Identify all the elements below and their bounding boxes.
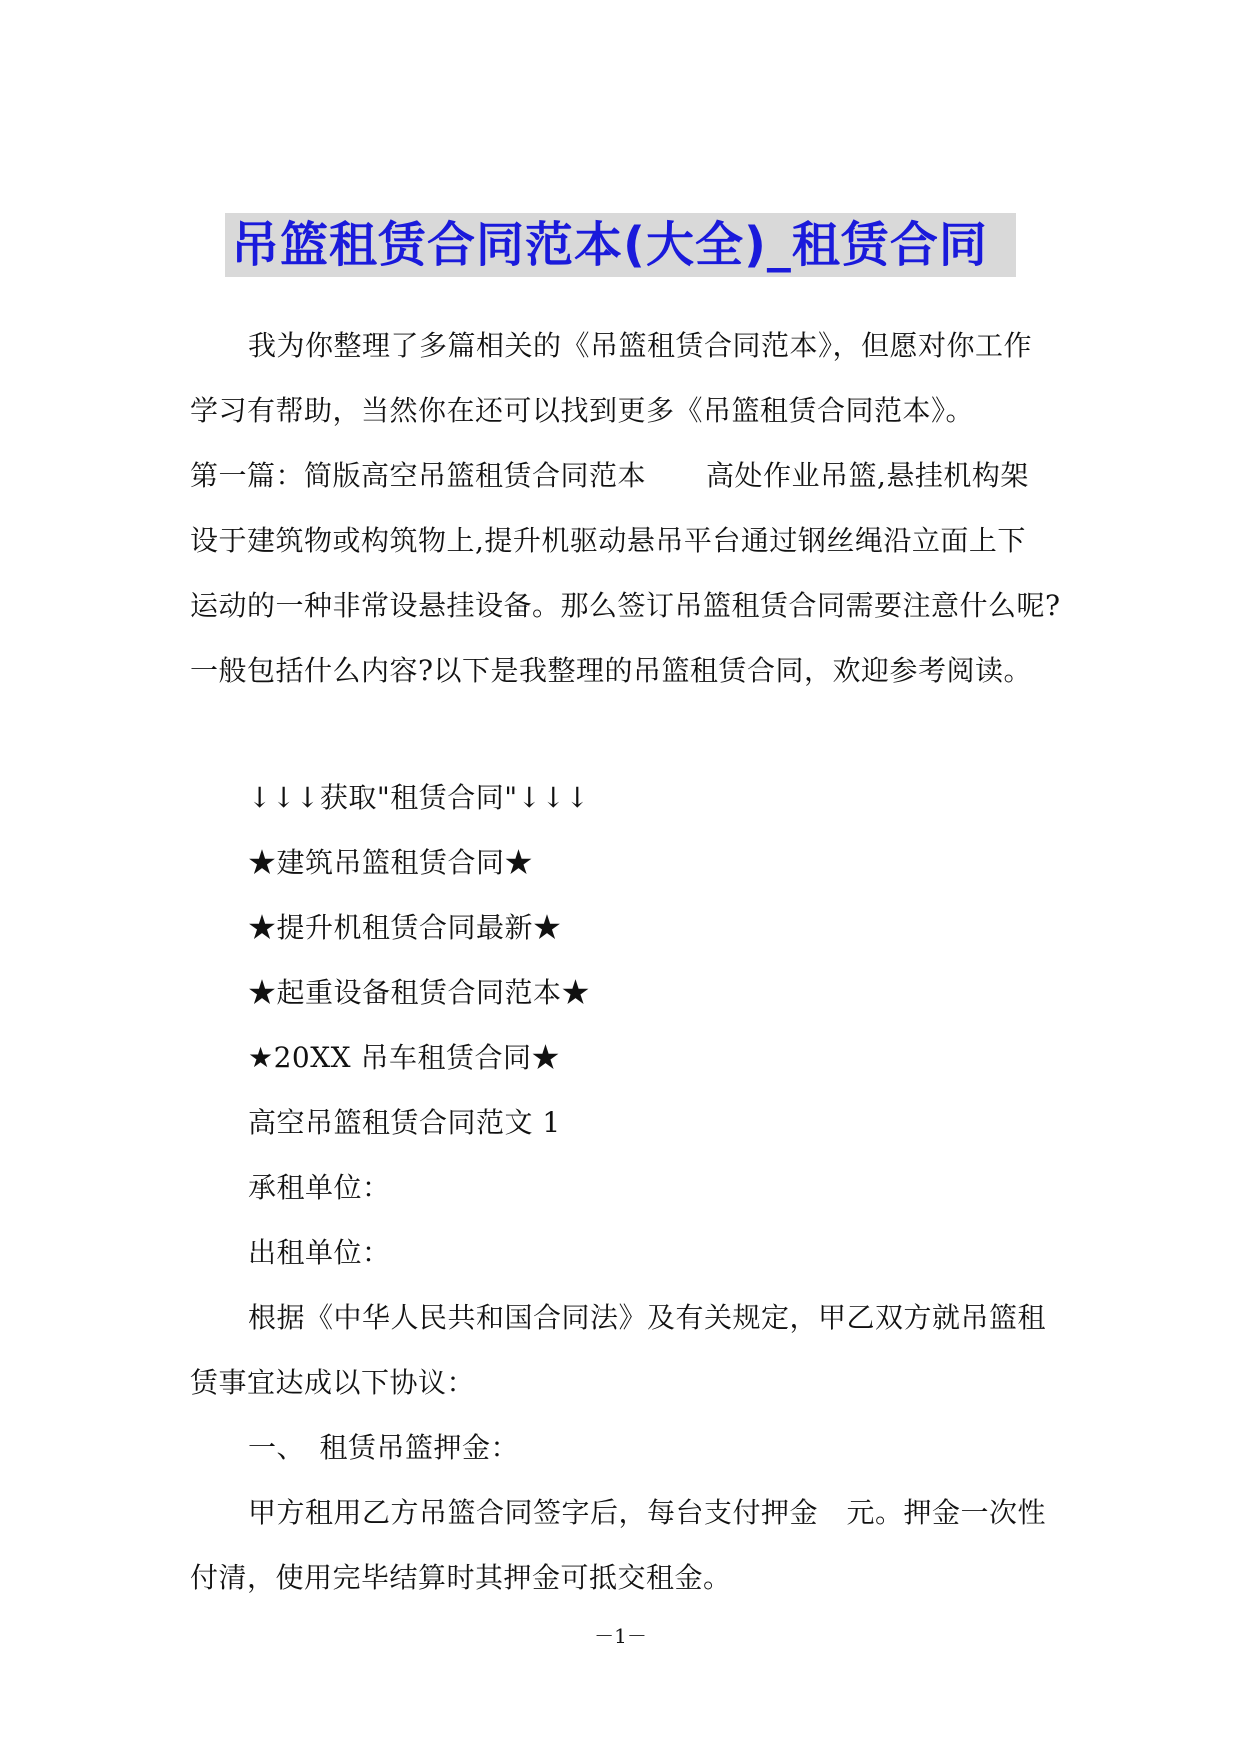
section-1-line-1: 甲方租用乙方吊篮合同签字后，每台支付押金 元。押金一次性 (248, 1496, 1047, 1529)
link-item[interactable]: ★起重设备租赁合同范本★ (248, 976, 591, 1009)
section-1-line-2: 付清，使用完毕结算时其押金可抵交租金。 (190, 1561, 732, 1594)
intro-line-1: 我为你整理了多篇相关的《吊篮租赁合同范本》，但愿对你工作 (248, 329, 1033, 362)
document-title: 吊篮租赁合同范本(大全)_租赁合同 (225, 213, 1016, 277)
intro-line-2: 学习有帮助，当然你在还可以找到更多《吊篮租赁合同范本》。 (190, 394, 975, 427)
part1-heading: 第一篇：简版高空吊篮租赁合同范本 (190, 459, 647, 492)
link-item[interactable]: ★建筑吊篮租赁合同★ (248, 846, 534, 879)
basis-line-1: 根据《中华人民共和国合同法》及有关规定，甲乙双方就吊篮租 (248, 1301, 1047, 1334)
page-number: －1－ (594, 1624, 647, 1648)
title-block (0, 213, 1241, 277)
part1-first-line (190, 443, 1060, 508)
part1-line-4: 一般包括什么内容?以下是我整理的吊篮租赁合同，欢迎参考阅读。 (190, 654, 1033, 687)
part1-line-1-tail: 高处作业吊篮,悬挂机构架 (706, 459, 1029, 492)
link-item[interactable]: ★20XX 吊车租赁合同★ (248, 1041, 560, 1074)
lessor-label: 出租单位： (248, 1236, 391, 1269)
lessee-label: 承租单位： (248, 1171, 391, 1204)
link-item[interactable]: ★提升机租赁合同最新★ (248, 911, 562, 944)
section-1-heading: 一、 租赁吊篮押金： (248, 1431, 520, 1464)
links-header: ↓↓↓获取"租赁合同"↓↓↓ (248, 781, 590, 814)
links-block (190, 765, 1060, 1610)
document-body (190, 313, 1060, 703)
basis-line-2: 赁事宜达成以下协议： (190, 1366, 476, 1399)
part1-line-2: 设于建筑物或构筑物上,提升机驱动悬吊平台通过钢丝绳沿立面上下 (190, 524, 1026, 557)
part1-line-3: 运动的一种非常设悬挂设备。那么签订吊篮租赁合同需要注意什么呢? (190, 589, 1061, 622)
contract-title: 高空吊篮租赁合同范文 1 (248, 1106, 561, 1139)
